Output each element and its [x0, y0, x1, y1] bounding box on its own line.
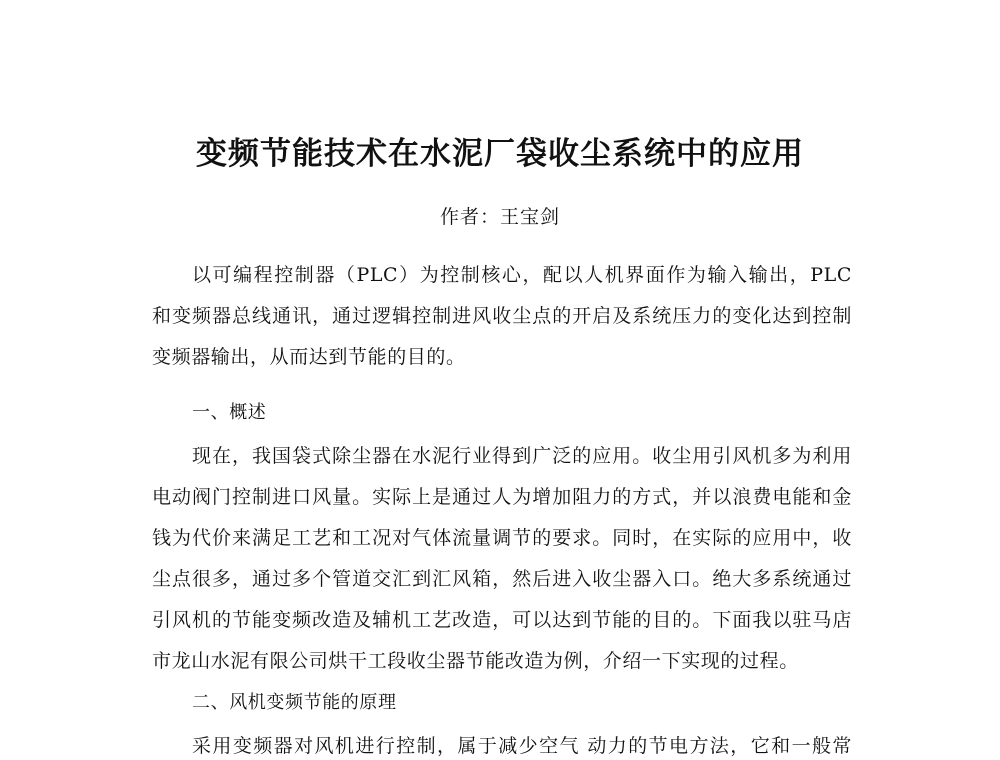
section-2-line-1: 采用变频器对风机进行控制，属于减少空气 动力的节电方法，它和一般常 [192, 735, 852, 757]
section-1-line-3: 钱为代价来满足工艺和工况对气体流量调节的要求。同时，在实际的应用中，收 [152, 527, 852, 549]
section-1-line-2: 电动阀门控制进口风量。实际上是通过人为增加阻力的方式，并以浪费电能和金 [152, 486, 852, 508]
section-1-line-4: 尘点很多，通过多个管道交汇到汇风箱，然后进入收尘器入口。绝大多系统通过 [152, 568, 852, 590]
author-line: 作者：王宝剑 [439, 206, 560, 228]
abstract-line-2: 和变频器总线通讯，通过逻辑控制进风收尘点的开启及系统压力的变化达到控制 [152, 305, 852, 327]
section-1-line-5: 引风机的节能变频改造及辅机工艺改造，可以达到节能的目的。下面我以驻马店 [152, 609, 852, 631]
document-title: 变频节能技术在水泥厂袋收尘系统中的应用 [196, 136, 804, 172]
section-1-line-1: 现在，我国袋式除尘器在水泥行业得到广泛的应用。收尘用引风机多为利用 [192, 445, 852, 467]
abstract-line-1: 以可编程控制器（PLC）为控制核心，配以人机界面作为输入输出，PLC [192, 264, 852, 286]
section-1-heading: 一、概述 [192, 402, 267, 423]
section-1-line-6: 市龙山水泥有限公司烘干工段收尘器节能改造为例，介绍一下实现的过程。 [152, 650, 799, 672]
abstract-line-3: 变频器输出，从而达到节能的目的。 [152, 346, 466, 368]
section-2-heading: 二、风机变频节能的原理 [192, 692, 397, 713]
